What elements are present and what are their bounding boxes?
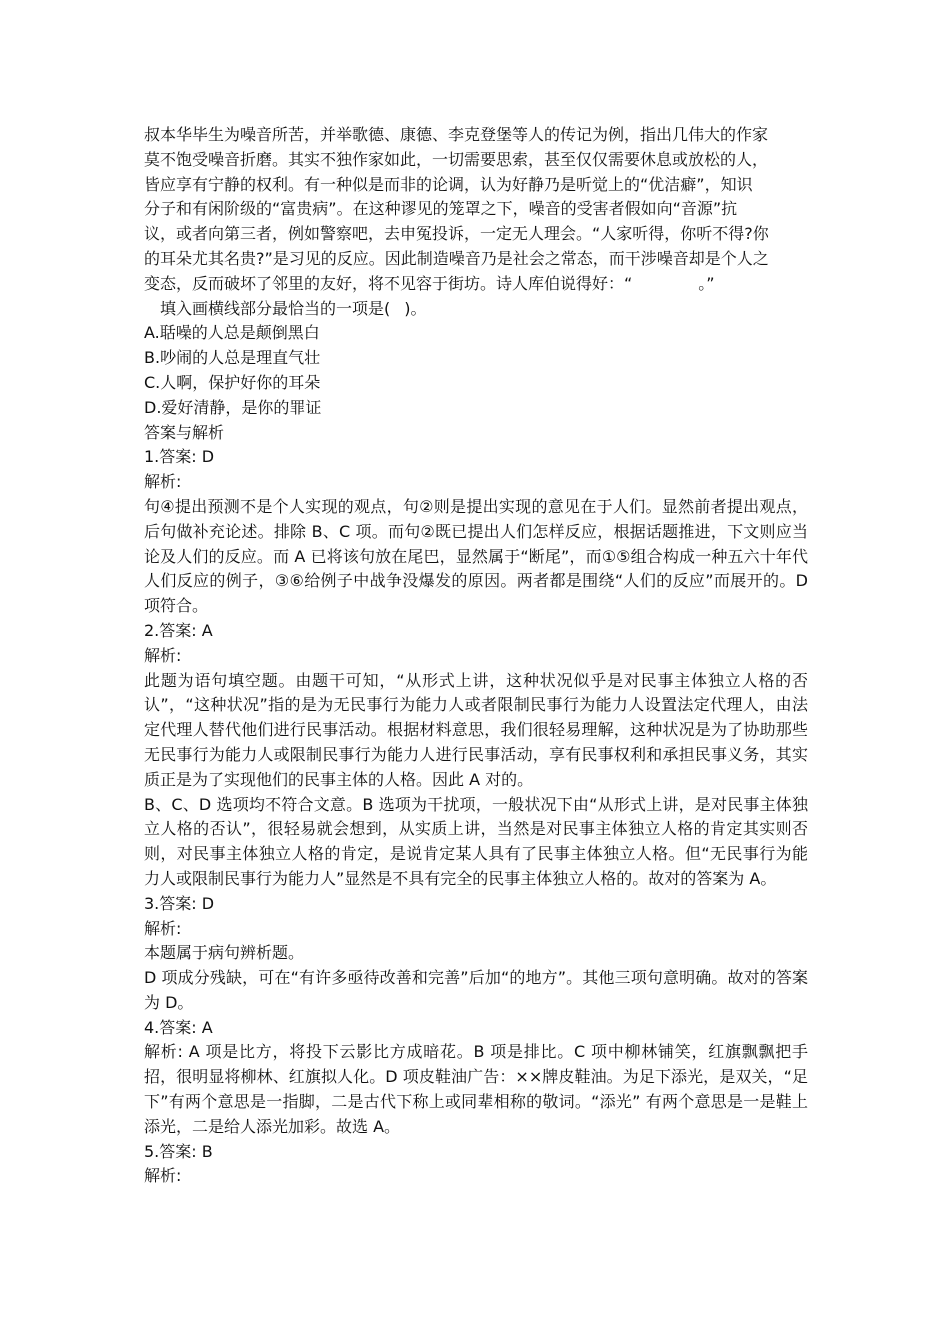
answer-label: 1.答案: D bbox=[144, 447, 215, 467]
question-passage bbox=[144, 123, 808, 297]
option-a: A.聒噪的人总是颠倒黑白 bbox=[144, 323, 320, 343]
analysis-label: 解析: bbox=[144, 1166, 182, 1186]
answer-block-1 bbox=[144, 445, 808, 619]
analysis-paragraph: B、C、D 选项均不符合文意。B 选项为干扰项，一般状况下由“从形式上讲，是对民事主体独立人格的否认”，很轻易就会想到，从实质上讲，当然是对民事主体独立人格的肯定其实则否则，对民事主体独立人格的肯定，是说肯定某人具有了民事主体独立人格。但“无民事行为能力人或限制民事行为能力人”显然是不具有完全的民事主体独立人格的。故对的答案为 A。 bbox=[144, 794, 808, 888]
answer-section-title: 答案与解析 bbox=[144, 422, 225, 442]
question-prompt-text: 填入画横线部分最恰当的一项是( bbox=[160, 298, 391, 318]
answer-label: 3.答案: D bbox=[144, 893, 215, 913]
passage-line: 皆应享有宁静的权利。有一种似是而非的论调，认为好静乃是听觉上的“优洁癖”，知识 bbox=[144, 174, 753, 194]
option-c: C.人啊，保护好你的耳朵 bbox=[144, 372, 321, 392]
option-b: B.吵闹的人总是理直气壮 bbox=[144, 348, 321, 368]
answer-block-2 bbox=[144, 619, 808, 892]
passage-line: 议，或者向第三者，例如警察吧，去申冤投诉，一定无人理会。“人家听得，你听不得?你 bbox=[144, 224, 769, 244]
analysis-label: 解析: bbox=[144, 918, 182, 938]
answer-block-5 bbox=[144, 1140, 808, 1190]
answer-label: 2.答案: A bbox=[144, 620, 213, 640]
analysis-label: 解析: bbox=[144, 645, 182, 665]
answer-block-4 bbox=[144, 1016, 808, 1140]
answer-label: 5.答案: B bbox=[144, 1141, 213, 1161]
page-content bbox=[144, 123, 808, 1189]
analysis-paragraph: 本题属于病句辨析题。 bbox=[144, 943, 305, 963]
analysis-paragraph: D 项成分残缺，可在“有许多亟待改善和完善”后加“的地方”。其他三项句意明确。故对的答案为 D。 bbox=[144, 968, 808, 1012]
passage-last-line bbox=[144, 272, 808, 297]
analysis-paragraph: 解析: A 项是比方，将投下云影比方成暗花。B 项是排比。C 项中柳林铺笑，红旗飘飘把手招，很明显将柳林、红旗拟人化。D 项皮鞋油广告：××牌皮鞋油。为足下添光，是双关，“足下”有两个意思是一指脚，二是古代下称上或同辈相称的敬词。“添光” 有两个意思是一是鞋上添光，二是给人添光加彩。故选 A。 bbox=[144, 1042, 808, 1136]
answer-label: 4.答案: A bbox=[144, 1017, 213, 1037]
passage-line: 的耳朵尤其名贵?”是习见的反应。因此制造噪音乃是社会之常态，而干涉噪音却是个人之 bbox=[144, 248, 769, 268]
question-prompt bbox=[144, 297, 808, 322]
passage-line: 叔本华毕生为噪音所苦，并举歌德、康德、李克登堡等人的传记为例，指出几伟大的作家 bbox=[144, 125, 769, 144]
analysis-paragraph: 句④提出预测不是个人实现的观点，句②则是提出实现的意见在于人们。显然前者提出观点，后句做补充论述。排除 B、C 项。而句②既已提出人们怎样反应，根据话题推进，下文则应当论及人们的反应。而 A 已将该句放在尾巴，显然属于“断尾”，而①⑤组合构成一种五六十年代人们反应的例子，③⑥给例子中战争没爆发的原因。两者都是围绕“人们的反应”而展开的。D 项符合。 bbox=[144, 496, 808, 616]
passage-text-before-blank: 变态，反而破坏了邻里的友好，将不见容于街坊。诗人库伯说得好：“ bbox=[144, 273, 633, 293]
answer-block-3 bbox=[144, 892, 808, 1016]
analysis-label: 解析: bbox=[144, 472, 182, 492]
passage-text-after-blank: 。” bbox=[698, 273, 715, 293]
passage-line: 分子和有闲阶级的“富贵病”。在这种谬见的笼罩之下，噪音的受害者假如向“音源”抗 bbox=[144, 199, 738, 219]
question-prompt-end: )。 bbox=[404, 298, 427, 318]
passage-line: 莫不饱受噪音折磨。其实不独作家如此，一切需要思索，甚至仅仅需要休息或放松的人， bbox=[144, 149, 769, 169]
options-list bbox=[144, 321, 808, 420]
option-d: D.爱好清静，是你的罪证 bbox=[144, 397, 322, 417]
analysis-paragraph: 此题为语句填空题。由题干可知，“从形式上讲，这种状况似乎是对民事主体独立人格的否认”，“这种状况”指的是为无民事行为能力人或者限制民事行为能力人设置法定代理人，由法定代理人替代他们进行民事活动。根据材料意思，我们很轻易理解，这种状况是为了协助那些无民事行为能力人或限制民事行为能力人进行民事活动，享有民事权利和承担民事义务，其实质正是为了实现他们的民事主体的人格。因此 A 对的。 bbox=[144, 670, 808, 789]
